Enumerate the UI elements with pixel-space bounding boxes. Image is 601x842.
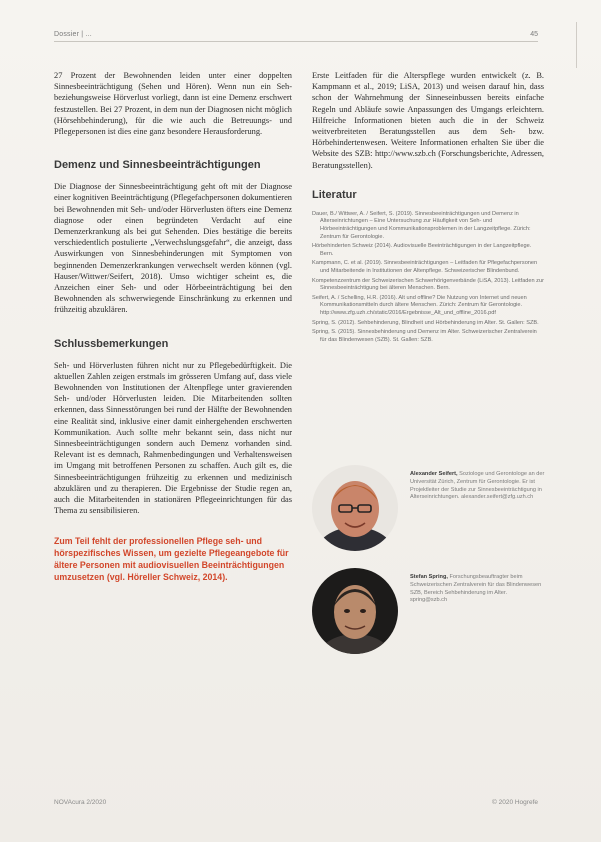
left-column <box>54 70 292 583</box>
pull-quote-text: Zum Teil fehlt der professionellen Pflege seh- und hörspezifisches Wissen, um gezielte Pflegeangebote für ältere Personen mit audiovisuellen Beeinträchtigungen umzusetzen <box>54 535 289 582</box>
author-bio-seifert <box>312 465 544 553</box>
author-portrait-spring <box>312 568 398 654</box>
page-edge-mark <box>576 22 583 68</box>
section-paragraph-schluss: Seh- und Hörverlusten führen nicht nur zu Pflegebedürftigkeit. Die aktuellen Zahlen zeigen erstmals im grösseren Umfang auf, dass viele Bewohnenden von Institutionen der Altenpflege unter gravierenden Seh- und/oder Hörverlusten leiden. Die Mitarbeitenden sollten erkennen, dass Sinnesstörungen bei rund der Hälfte der Bewohnenden eine Realität sind, inklusive einer damit einhergehenden erschwerten Kommunikation. Auch sollte mehr bekannt sein, dass nicht nur Sinnesbeeinträchtigungen sondern auch Demenz vorhanden sind. Relevant ist es demnach, Rahmenbedingungen und Verhaltensweisen im Umgang mit betroffenen Personen zu schaffen. Auch gilt es, die Sinnesbeeinträchtigungen frühzeitig zu erkennen und medizinisch abzuklären und zu therapieren. Die Ergebnisse der Studie regen an, auch die Mitarbeitenden in stationären Pflegeeinrichtungen für das Thema zu sensibilisieren. <box>54 360 292 516</box>
right-column <box>312 70 544 346</box>
footer-journal: NOVAcura 2/2020 <box>54 799 107 806</box>
literature-entry: Kampmann, C. et al. (2019). Sinnesbeeinträchtigungen – Leitfaden für Pflegefachpersonen und Mitarbeitende in Institutionen der Altenpflege. Schweizerischer Blindenbund. <box>312 260 538 274</box>
intro-paragraph: 27 Prozent der Bewohnenden leiden unter einer doppelten Sinnesbeeinträchtigung (Sehen und Hören). Wenn nun ein Seh- beziehungsweise Hörverlust vorliegt, dann ist eine Demenz erschwert festzustellen. Bei 27 Prozent, in dem nun der Diagnosen nicht möglich (Hörsehbehinderung), für die wie auch die Betreuungs- und Pflegepersonen ist dies eine ganz besondere Herausforderung. <box>54 71 292 137</box>
section-paragraph-demenz: Die Diagnose der Sinnesbeeinträchtigung geht oft mit der Diagnose einer kognitiven Beeinträchtigung (Pflegefachpersonen dokumentieren bei Bewohnenden mit Seh- und/oder Hörverlusten öfters eine Demenz diagnose oder einen begründeten Verdacht auf eine Demenzerkrankung als bei gut Sehenden. Dies bestätige die bereits verschiedentlich postulierte „Verwechslungsgefahr“, die anzeigt, dass Auswirkungen von Sinnesbehinderungen mit Symptomen von beginnenden Demenzerkrankungen verwechselt werden können (vgl. Hauser/Wittwer/Seifert, 2018). Umso wichtiger scheint es, die Anzeichen einer Seh- und oder Hörbeeinträchtigung bei den Bewohnenden als schwerwiegende Einschränkung zu erkennen und frühzeitig abzuklären. <box>54 182 292 315</box>
section-heading-schluss: Schlussbemerkungen <box>54 337 169 350</box>
literature-heading: Literatur <box>312 188 357 201</box>
literature-entry: Spring, S. (2012). Sehbehinderung, Blindheit und Hörbehinderung im Alter. St. Gallen: SZB. <box>312 319 539 326</box>
pull-quote <box>54 535 292 583</box>
literature-entry: Spring, S. (2015). Sinnesbehinderung und Demenz im Alter. Schweizerischer Zentralverein für das Blindenwesen (SZB). St. Gallen: SZB. <box>312 329 537 343</box>
running-header: Dossier | ... <box>54 31 92 38</box>
literature-entry: Dauer, B./ Wittwer, A. / Seifert, S. (2019). Sinnesbeeinträchtigungen und Demenz in Alterseinrichtungen – Eine Untersuchung zur Häufigkeit von Seh- und Hörbeeinträchtigungen und Kommunikationsproblemen in der Langzeitpflege. Zürich: Zentrum für Gerontologie. <box>312 210 531 240</box>
author-name-seifert: Alexander Seifert, <box>410 471 458 477</box>
literature-entry: Kompetenzzentrum der Schweizerischen Schwerhörigenverbände (LiSA, 2013). Leitfaden zur Sinnesbeeinträchtigung bei älteren Menschen. Bern. <box>312 277 544 292</box>
pull-quote-source: (vgl. Höreller Schweiz, 2014). <box>106 571 228 582</box>
author-name-spring: Stefan Spring, <box>410 574 448 580</box>
author-bio-text-spring <box>410 574 545 605</box>
literature-entry: Seifert, A. / Schelling, H.R. (2016). Alt und offline? Die Nutzung von Internet und neuen Kommunikationsmitteln durch ältere Menschen. Zürich: Zentrum für Gerontologie. http://www.zfg.uzh.ch/static/2016/Ergebnisse_Alt_und_offline_2016.pdf <box>312 294 527 316</box>
author-description-seifert: Soziologe und Gerontologe an der Universität Zürich, Zentrum für Gerontologie. Er ist Projektleiter der Studie zur Sinnesbeeinträchtigung in Alterseinrichtungen. alexander.seifert@zfg.uzh.ch <box>410 471 545 501</box>
right-intro-paragraph: Erste Leitfaden für die Alterspflege wurden entwickelt (z. B. Kampmann et al., 2019; LiSA, 2013) und weisen darauf hin, dass schon der Wahrnehmung der Sinneseinbussen bereits einfache Regeln und Abläufe sowie Anpassungen des Umgangs erleichtern. Hilfreiche Informationen bieten auch die in der Schweiz weitverbreiteten Beratungsstellen aus dem Seh- bzw. Hörbehindertenwesen. Weitere Informationen erhalten Sie über die Website des SZB: http://www.szb.ch (Forschungsberichte, Adressen, Beratungsstellen). <box>312 71 544 170</box>
author-bio-text-seifert <box>410 471 545 502</box>
literature-entry: Hörbehinderten Schweiz (2014). Audiovisuelle Beeinträchtigungen in der Langzeitpflege. Bern. <box>312 243 532 257</box>
author-portrait-seifert <box>312 465 398 551</box>
literature-list <box>312 211 544 345</box>
author-description-spring: Forschungsbeauftragter beim Schweizerischen Zentralverein für das Blindenwesen SZB, Bereich Sehbehinderung im Alter. spring@szb.ch <box>410 574 542 604</box>
author-bio-spring <box>312 568 544 656</box>
footer-copyright: © 2020 Hogrefe <box>492 799 538 806</box>
section-heading-demenz: Demenz und Sinnesbeeinträchtigungen <box>54 159 261 172</box>
header-rule <box>54 41 538 42</box>
page-number-top: 45 <box>530 31 538 38</box>
